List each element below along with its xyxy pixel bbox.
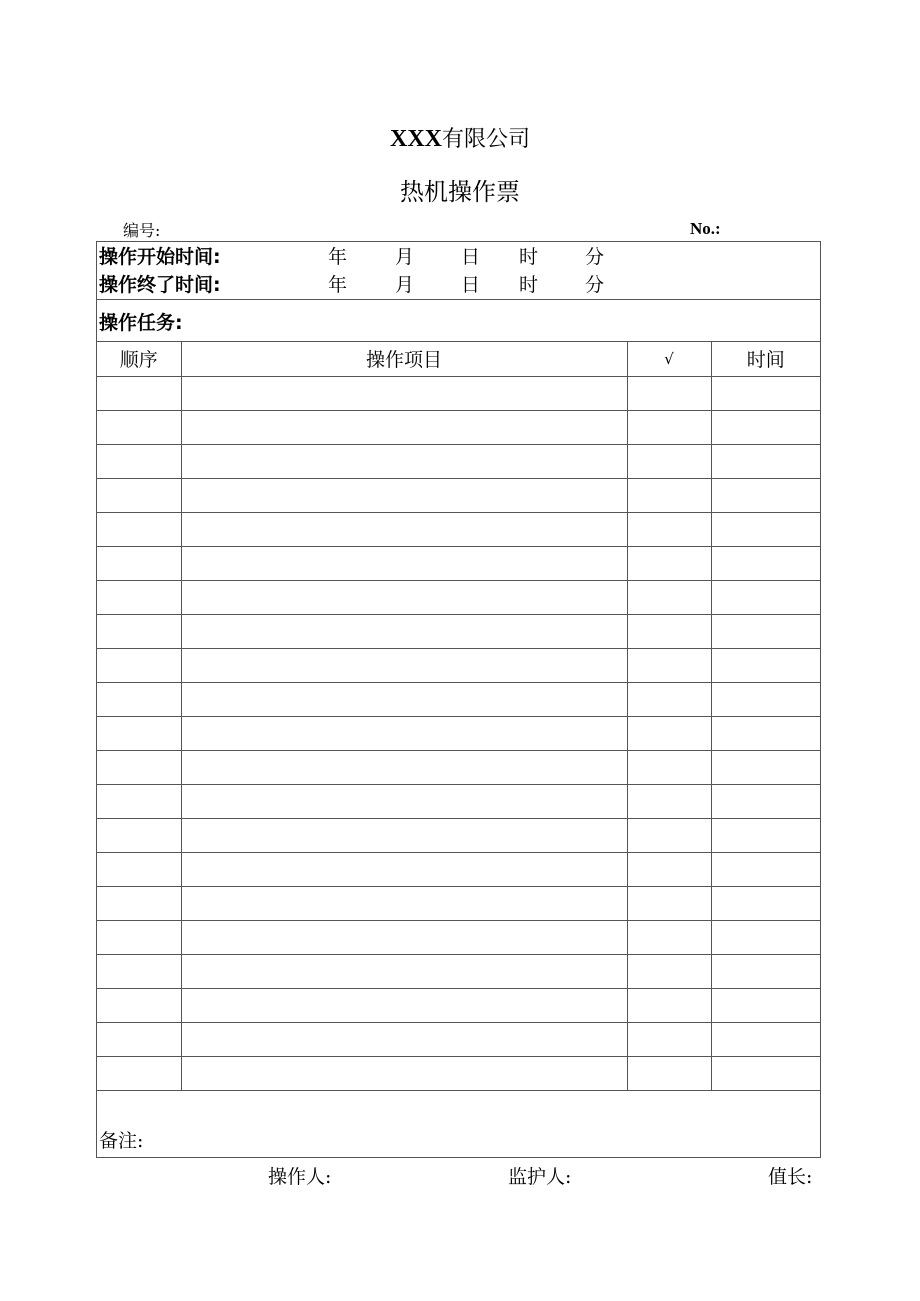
time-cell[interactable] [711, 376, 820, 410]
table-row [97, 682, 820, 716]
operation-item-cell[interactable] [181, 954, 627, 988]
check-cell[interactable] [627, 954, 711, 988]
sequence-cell[interactable] [97, 512, 181, 546]
table-row [97, 648, 820, 682]
sequence-cell[interactable] [97, 920, 181, 954]
check-cell[interactable] [627, 784, 711, 818]
table-row [97, 546, 820, 580]
check-cell[interactable] [627, 512, 711, 546]
table-row [97, 1056, 820, 1090]
table-row [97, 716, 820, 750]
operation-ticket-form [96, 241, 821, 1158]
sequence-cell[interactable] [97, 784, 181, 818]
table-row [97, 580, 820, 614]
table-row [97, 478, 820, 512]
table-row [97, 444, 820, 478]
time-cell[interactable] [711, 920, 820, 954]
end-hour-unit: 时 [519, 274, 539, 296]
check-cell[interactable] [627, 818, 711, 852]
start-month-unit: 月 [395, 246, 415, 268]
check-cell[interactable] [627, 376, 711, 410]
check-cell[interactable] [627, 886, 711, 920]
time-cell[interactable] [711, 750, 820, 784]
operator-signature-label: 操作人: [268, 1166, 332, 1188]
sequence-cell[interactable] [97, 648, 181, 682]
table-row [97, 410, 820, 444]
task-label: 操作任务: [99, 312, 183, 334]
operation-item-cell[interactable] [181, 784, 627, 818]
check-cell[interactable] [627, 1056, 711, 1090]
operation-item-cell[interactable] [181, 614, 627, 648]
start-hour-unit: 时 [519, 246, 539, 268]
end-minute-unit: 分 [585, 274, 605, 296]
time-cell[interactable] [711, 988, 820, 1022]
sequence-cell[interactable] [97, 716, 181, 750]
check-cell[interactable] [627, 444, 711, 478]
time-cell[interactable] [711, 886, 820, 920]
company-name-latin: XXX [389, 126, 442, 152]
task-row[interactable] [97, 300, 820, 342]
sequence-cell[interactable] [97, 886, 181, 920]
sequence-cell[interactable] [97, 444, 181, 478]
table-header-row [97, 342, 820, 376]
operation-item-cell[interactable] [181, 478, 627, 512]
table-row [97, 818, 820, 852]
column-header-sequence: 顺序 [97, 342, 181, 376]
operation-item-cell[interactable] [181, 852, 627, 886]
table-row [97, 988, 820, 1022]
time-cell[interactable] [711, 614, 820, 648]
check-cell[interactable] [627, 716, 711, 750]
time-cell[interactable] [711, 410, 820, 444]
check-cell[interactable] [627, 478, 711, 512]
column-header-check: √ [627, 342, 711, 376]
operation-item-cell[interactable] [181, 920, 627, 954]
operation-items-table [97, 342, 820, 1091]
time-cell[interactable] [711, 1056, 820, 1090]
time-cell[interactable] [711, 512, 820, 546]
operation-item-cell[interactable] [181, 410, 627, 444]
operation-item-cell[interactable] [181, 682, 627, 716]
supervisor-signature-label: 监护人: [508, 1166, 572, 1188]
time-cell[interactable] [711, 1022, 820, 1056]
start-minute-unit: 分 [585, 246, 605, 268]
operation-item-cell[interactable] [181, 750, 627, 784]
start-day-unit: 日 [461, 246, 481, 268]
table-row [97, 376, 820, 410]
sequence-cell[interactable] [97, 988, 181, 1022]
table-row [97, 614, 820, 648]
table-row [97, 886, 820, 920]
table-row [97, 512, 820, 546]
operation-item-cell[interactable] [181, 1056, 627, 1090]
check-cell[interactable] [627, 920, 711, 954]
time-cell[interactable] [711, 716, 820, 750]
time-cell[interactable] [711, 954, 820, 988]
check-cell[interactable] [627, 1022, 711, 1056]
remarks-label: 备注: [99, 1130, 144, 1152]
sequence-cell[interactable] [97, 614, 181, 648]
sequence-cell[interactable] [97, 818, 181, 852]
check-cell[interactable] [627, 682, 711, 716]
check-cell[interactable] [627, 614, 711, 648]
end-year-unit: 年 [328, 274, 348, 296]
table-row [97, 1022, 820, 1056]
sequence-cell[interactable] [97, 1056, 181, 1090]
table-body [97, 376, 820, 1090]
time-block [97, 242, 820, 300]
sequence-cell[interactable] [97, 750, 181, 784]
operation-item-cell[interactable] [181, 818, 627, 852]
check-cell[interactable] [627, 546, 711, 580]
sequence-cell[interactable] [97, 410, 181, 444]
time-cell[interactable] [711, 682, 820, 716]
table-row [97, 750, 820, 784]
column-header-operation-item: 操作项目 [181, 342, 627, 376]
table-row [97, 954, 820, 988]
time-cell[interactable] [711, 648, 820, 682]
check-cell[interactable] [627, 580, 711, 614]
start-year-unit: 年 [328, 246, 348, 268]
table-row [97, 852, 820, 886]
sequence-cell[interactable] [97, 580, 181, 614]
operation-item-cell[interactable] [181, 886, 627, 920]
end-day-unit: 日 [461, 274, 481, 296]
operation-item-cell[interactable] [181, 546, 627, 580]
start-time-label: 操作开始时间: [99, 246, 221, 268]
time-cell[interactable] [711, 784, 820, 818]
serial-number-label: 编号: [123, 221, 161, 240]
operation-item-cell[interactable] [181, 444, 627, 478]
operation-item-cell[interactable] [181, 716, 627, 750]
check-cell[interactable] [627, 410, 711, 444]
end-month-unit: 月 [395, 274, 415, 296]
operation-item-cell[interactable] [181, 512, 627, 546]
check-cell[interactable] [627, 648, 711, 682]
time-cell[interactable] [711, 852, 820, 886]
check-cell[interactable] [627, 750, 711, 784]
operation-item-cell[interactable] [181, 376, 627, 410]
sequence-cell[interactable] [97, 852, 181, 886]
sequence-cell[interactable] [97, 682, 181, 716]
time-cell[interactable] [711, 818, 820, 852]
table-row [97, 784, 820, 818]
operation-item-cell[interactable] [181, 580, 627, 614]
time-cell[interactable] [711, 546, 820, 580]
check-cell[interactable] [627, 988, 711, 1022]
check-cell[interactable] [627, 852, 711, 886]
sequence-cell[interactable] [97, 478, 181, 512]
end-time-label: 操作终了时间: [99, 274, 221, 296]
operation-item-cell[interactable] [181, 988, 627, 1022]
page-title: 热机操作票 [400, 178, 520, 206]
column-header-time: 时间 [711, 342, 820, 376]
company-name-cjk: 有限公司 [441, 127, 530, 152]
table-row [97, 920, 820, 954]
shift-leader-signature-label: 值长: [768, 1166, 813, 1188]
sequence-cell[interactable] [97, 546, 181, 580]
sequence-cell[interactable] [97, 954, 181, 988]
sequence-cell[interactable] [97, 1022, 181, 1056]
operation-item-cell[interactable] [181, 648, 627, 682]
ticket-number-label: No.: [690, 219, 721, 238]
sequence-cell[interactable] [97, 376, 181, 410]
time-cell[interactable] [711, 444, 820, 478]
operation-item-cell[interactable] [181, 1022, 627, 1056]
time-cell[interactable] [711, 478, 820, 512]
company-name [0, 122, 920, 153]
time-cell[interactable] [711, 580, 820, 614]
